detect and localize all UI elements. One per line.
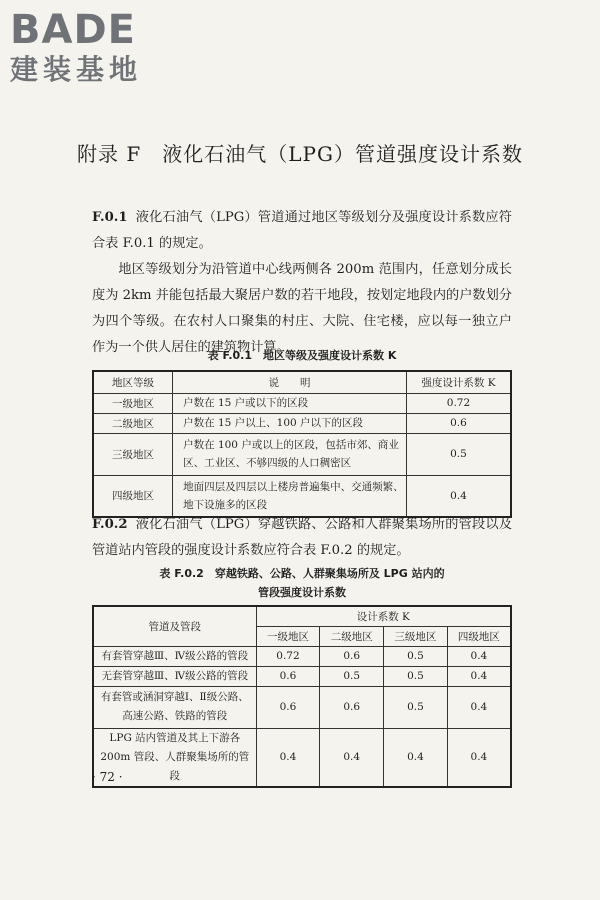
table2-pipe: LPG 站内管道及其上下游各 200m 管段、人群聚集场所的管段: [93, 728, 256, 787]
table2-value: 0.4: [320, 728, 384, 787]
table1-caption: 表 F.0.1 地区等级及强度设计系数 K: [207, 349, 397, 362]
table2-pipe: 有套管穿越Ⅲ、Ⅳ级公路的管段: [93, 646, 256, 666]
clause-f02-text: 液化石油气（LPG）穿越铁路、公路和人群聚集场所的管段以及管道站内管段的强度设计系数应符合表 F.0.2 的规定。: [92, 517, 512, 558]
table1-k: 0.72: [406, 393, 511, 413]
table2-value: 0.4: [447, 728, 511, 787]
page-number: · 72 ·: [92, 770, 123, 784]
table2-pipe: 有套管或涵洞穿越Ⅰ、Ⅱ级公路、高速公路、铁路的管段: [93, 686, 256, 728]
logo-subtitle: 建装基地: [10, 53, 143, 86]
table2-value: 0.6: [256, 686, 320, 728]
table-row: [93, 393, 511, 413]
table-row: [93, 646, 511, 666]
table1-level: 一级地区: [93, 393, 173, 413]
table2-level: 四级地区: [447, 626, 511, 646]
table2-header-pipe: 管道及管段: [93, 606, 256, 646]
table1-desc: 户数在 15 户以上、100 户以下的区段: [173, 413, 407, 433]
clause-f01-number: F.0.1: [92, 210, 128, 225]
table1-header-k: 强度设计系数 K: [406, 371, 511, 393]
table-row: [93, 686, 511, 728]
table-row: [93, 728, 511, 787]
table1-header-level: 地区等级: [93, 371, 173, 393]
logo-brand: BADE: [10, 7, 136, 53]
clause-f02-number: F.0.2: [92, 517, 128, 532]
table2-value: 0.5: [384, 666, 448, 686]
clause-f01-text: 液化石油气（LPG）管道通过地区等级划分及强度设计系数应符合表 F.0.1 的规定。: [92, 210, 512, 251]
table2-value: 0.4: [447, 686, 511, 728]
table2-value: 0.5: [384, 646, 448, 666]
table2-level: 二级地区: [320, 626, 384, 646]
table-row: [93, 433, 511, 475]
table-f02: [92, 605, 512, 788]
table2-level: 三级地区: [384, 626, 448, 646]
table2-caption-line1: 表 F.0.2 穿越铁路、公路、人群聚集场所及 LPG 站内的: [159, 567, 445, 580]
clause-f02: [92, 512, 512, 564]
table2-value: 0.6: [320, 646, 384, 666]
table-row: [93, 475, 511, 517]
table1-k: 0.4: [406, 475, 511, 517]
table1-k: 0.6: [406, 413, 511, 433]
table2-value: 0.6: [256, 666, 320, 686]
table1-header-desc: 说 明: [173, 371, 407, 393]
table1-k: 0.5: [406, 433, 511, 475]
table2-value: 0.5: [320, 666, 384, 686]
clause-f01: [92, 205, 512, 257]
table2-pipe: 无套管穿越Ⅲ、Ⅳ级公路的管段: [93, 666, 256, 686]
table2-value: 0.6: [320, 686, 384, 728]
table2-value: 0.4: [447, 666, 511, 686]
table2-header-factor: 设计系数 K: [256, 606, 511, 626]
table1-level: 三级地区: [93, 433, 173, 475]
table2-value: 0.4: [256, 728, 320, 787]
table1-header-row: [93, 371, 511, 393]
table2-caption: [92, 564, 512, 602]
table1-level: 二级地区: [93, 413, 173, 433]
table-f01: [92, 370, 512, 518]
brand-logo: [10, 8, 180, 88]
table-row: [93, 413, 511, 433]
table2-value: 0.4: [384, 728, 448, 787]
table2-header-row: [93, 606, 511, 626]
page-title: 附录 F 液化石油气（LPG）管道强度设计系数: [77, 142, 523, 166]
table1-desc: 户数在 15 户或以下的区段: [173, 393, 407, 413]
table1-desc: 户数在 100 户或以上的区段，包括市郊、商业区、工业区、不够四级的人口稠密区: [173, 433, 407, 475]
clause-f01-paragraph: 地区等级划分为沿管道中心线两侧各 200m 范围内，任意划分成长度为 2km 并能包括最大聚居户数的若干地段，按划定地段内的户数划分为四个等级。在农村人口聚集的村庄、大院、住宅楼，应以每一独立户作为一个供人居住的建筑物计算。: [92, 262, 512, 355]
table2-value: 0.4: [447, 646, 511, 666]
table2-value: 0.5: [384, 686, 448, 728]
table2-value: 0.72: [256, 646, 320, 666]
table2-level: 一级地区: [256, 626, 320, 646]
table2-caption-line2: 管段强度设计系数: [258, 586, 346, 599]
table1-desc: 地面四层及四层以上楼房普遍集中、交通频繁、地下设施多的区段: [173, 475, 407, 517]
table1-level: 四级地区: [93, 475, 173, 517]
table-row: [93, 666, 511, 686]
